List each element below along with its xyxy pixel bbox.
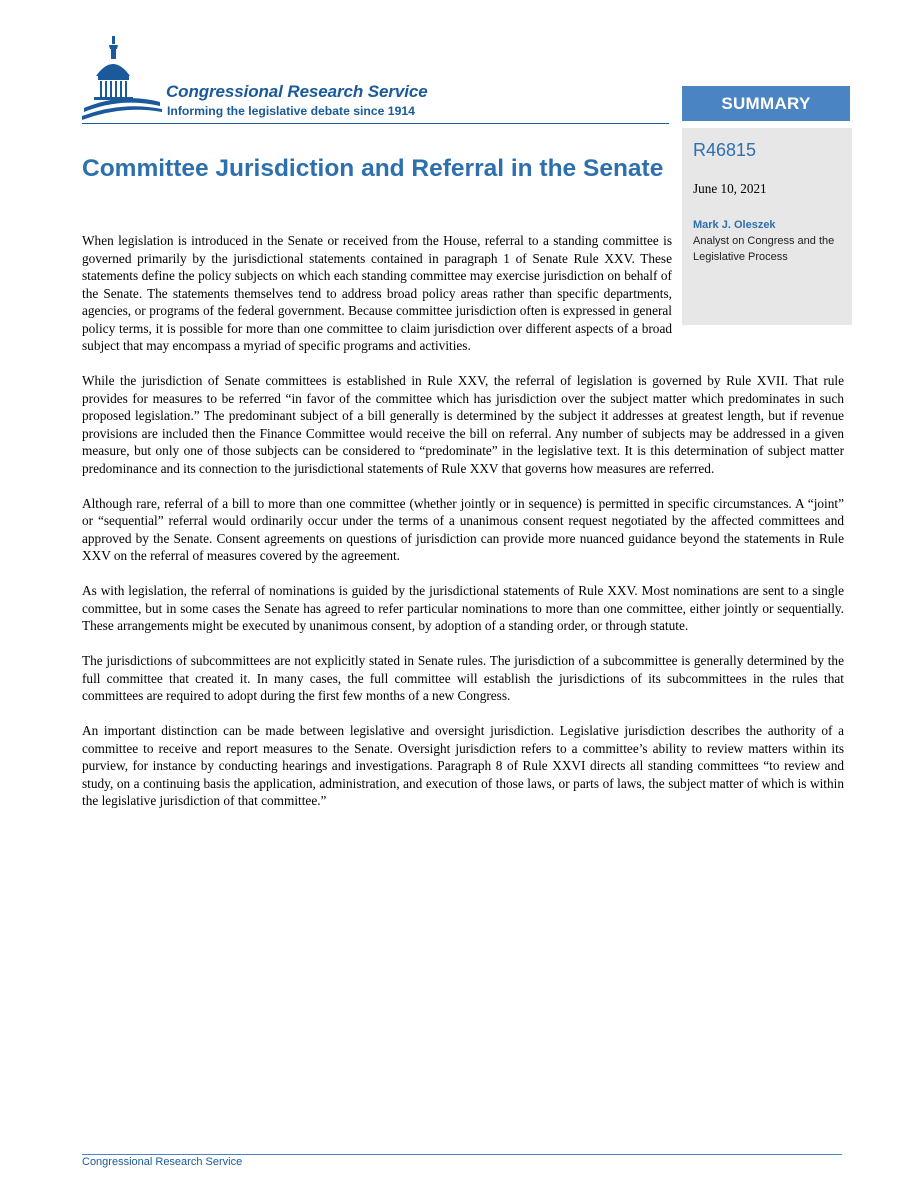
footer-divider <box>82 1154 842 1155</box>
summary-tab: SUMMARY <box>682 86 850 121</box>
paragraph: While the jurisdiction of Senate committees is established in Rule XXV, the referral of legislation is governed by Rule XVII. That rule provides for measures to be referred “in favor of the committee which has jurisdiction over the subject matter which predominates in such proposed legislation.” The predominant subject of a bill generally is determined by the subject it addresses at greatest length, but if revenue provisions are included then the Finance Committee would receive the bill on referral. Any number of subjects may be addressed in a given measure, but only one of those subjects can be considered to “predominate” in the legislative text. It is this determination of subject matter predominance and its connection to the jurisdictional statements of Rule XXV that governs how measures are referred. <box>82 373 844 476</box>
author-title: Analyst on Congress and the Legislative Process <box>693 235 835 263</box>
summary-body <box>82 232 844 827</box>
paragraph: As with legislation, the referral of nominations is guided by the jurisdictional statements of Rule XXV. Most nominations are sent to a single committee, but in some cases the Senate has agreed to refer particular nominations to more than one committee, either jointly or sequentially. These arrangements might be executed by unanimous consent, by adoption of a standing order, or through statute. <box>82 583 844 633</box>
paragraph: An important distinction can be made between legislative and oversight jurisdiction. Legislative jurisdiction describes the authority of a committee to receive and report measures to the Senate. Oversight jurisdiction refers to a committee’s ability to review matters within its purview, for instance by conducting hearings and investigations. Paragraph 8 of Rule XXVI directs all standing committees “to review and study, on a continuing basis the application, administration, and execution of those laws, or parts of laws, the subject matter of which is within the legislative jurisdiction of that committee.” <box>82 723 844 808</box>
author-name: Mark J. Oleszek <box>693 219 776 231</box>
org-name: Congressional Research Service <box>166 82 428 101</box>
report-date: June 10, 2021 <box>693 181 767 196</box>
page-title: Committee Jurisdiction and Referral in the Senate <box>82 155 664 182</box>
paragraph: The jurisdictions of subcommittees are not explicitly stated in Senate rules. The jurisdiction of a subcommittee is generally determined by the full committee that created it. In many cases, the full committee will establish the jurisdictions of its subcommittees in the rules that committees are required to adopt during the first few months of a new Congress. <box>82 653 844 703</box>
sidebar-wrap-spacer <box>672 232 844 320</box>
paragraph: When legislation is introduced in the Senate or received from the House, referral to a standing committee is governed primarily by the jurisdictional statements contained in paragraph 1 of Senate Rule XXV. These statements define the policy subjects on which each standing committee may exercise jurisdiction on behalf of the Senate. The statements themselves tend to address broad policy areas rather than specific departments, agencies, or programs of the federal government. Because committee jurisdiction often is expressed in general policy terms, it is possible for more than one committee to claim jurisdiction over different aspects of a broad subject that may encompass a myriad of specific programs and activities. <box>82 233 672 353</box>
footer-label: Congressional Research Service <box>82 1156 243 1168</box>
paragraph: Although rare, referral of a bill to more than one committee (whether jointly or in sequence) is permitted in specific circumstances. A “joint” or “sequential” referral would ordinarily occur under the terms of a unanimous consent request negotiated by the affected committees and approved by the Senate. Consent agreements on questions of jurisdiction can provide more nuanced guidance beyond the statements in Rule XXV on the referral of measures covered by the agreement. <box>82 495 844 563</box>
capitol-dome-icon <box>82 36 162 124</box>
report-number: R46815 <box>693 140 757 160</box>
crs-logo <box>82 36 472 124</box>
header-divider <box>82 123 669 124</box>
org-tagline: Informing the legislative debate since 1914 <box>167 104 415 118</box>
